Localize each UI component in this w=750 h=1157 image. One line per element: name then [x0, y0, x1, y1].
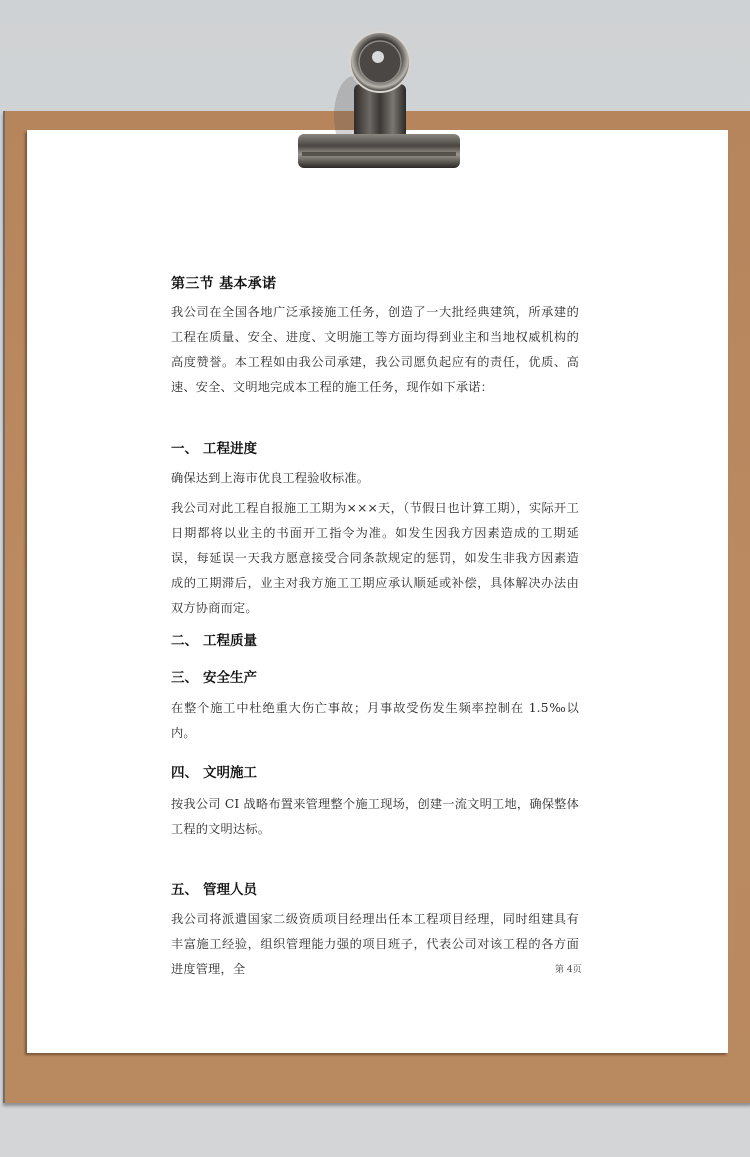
schedule-paragraph-1: 确保达到上海市优良工程验收标准。: [171, 471, 370, 485]
heading-management-staff: [171, 878, 257, 898]
heading-number: 二、: [171, 633, 198, 649]
heading-text: 安全生产: [203, 670, 257, 686]
heading-safety: [171, 666, 257, 686]
heading-schedule: [171, 437, 257, 457]
heading-text: 工程质量: [203, 633, 257, 649]
page-number: 第 4页: [555, 965, 582, 975]
heading-text: 管理人员: [203, 882, 257, 898]
binder-clip-icon: [296, 24, 462, 172]
section-title: 第三节 基本承诺: [171, 276, 277, 292]
intro-paragraph: 我公司在全国各地广泛承接施工任务，创造了一大批经典建筑，所承建的工程在质量、安全、进度、文明施工等方面均得到业主和当地权威机构的高度赞誉。本工程如由我公司承建，我公司愿负起应有的责任，优质、高速、安全、文明地完成本工程的施工任务，现作如下承诺：: [171, 305, 579, 394]
heading-text: 文明施工: [203, 765, 257, 781]
heading-number: 一、: [171, 441, 198, 457]
heading-quality: [171, 629, 257, 649]
management-paragraph: 我公司将派遣国家二级资质项目经理出任本工程项目经理，同时组建具有丰富施工经验，组织管理能力强的项目班子，代表公司对该工程的各方面进度管理，全: [171, 912, 579, 976]
safety-paragraph: 在整个施工中杜绝重大伤亡事故；月事故受伤发生频率控制在 1.5‰以内。: [171, 701, 579, 740]
civilized-paragraph: 按我公司 CI 战略布置来管理整个施工现场，创建一流文明工地，确保整体工程的文明达标。: [171, 797, 579, 836]
heading-number: 五、: [171, 882, 198, 898]
heading-text: 工程进度: [203, 441, 257, 457]
schedule-paragraph-2: 我公司对此工程自报施工工期为×××天，（节假日也计算工期），实际开工日期都将以业主的书面开工指令为准。如发生因我方因素造成的工期延误，每延误一天我方愿意接受合同条款规定的惩罚，如发生非我方因素造成的工期滞后，业主对我方施工工期应承认顺延或补偿，具体解决办法由双方协商而定。: [171, 501, 579, 615]
heading-number: 三、: [171, 670, 198, 686]
heading-number: 四、: [171, 765, 198, 781]
heading-civilized-construction: [171, 761, 257, 781]
